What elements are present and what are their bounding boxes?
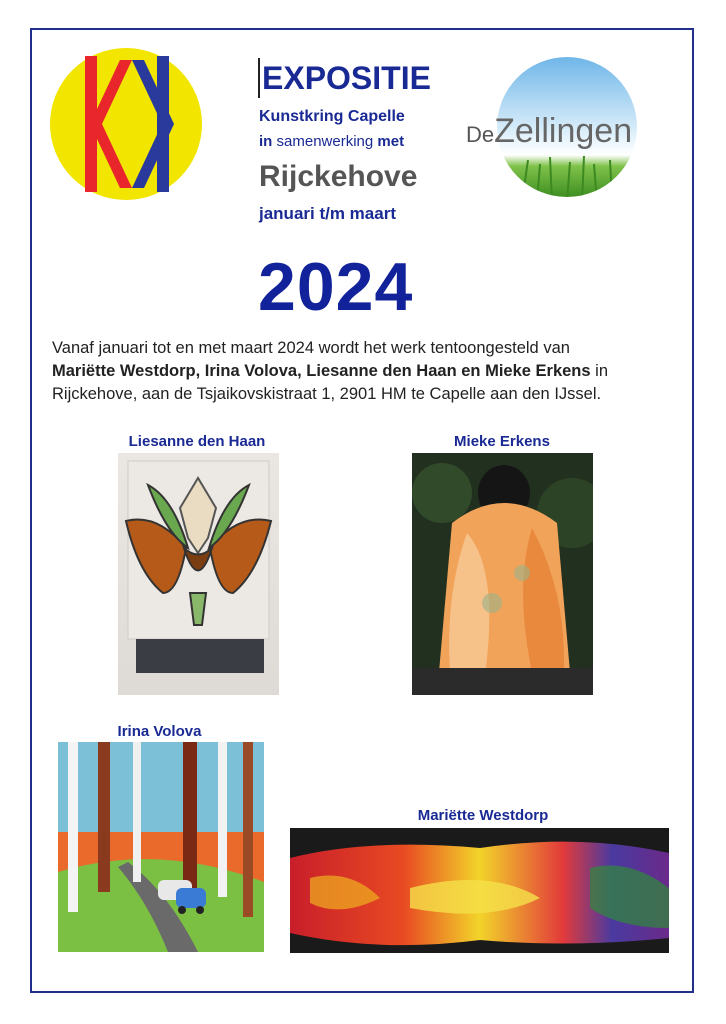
venue-name: Rijckehove — [259, 160, 418, 193]
zellingen-wordmark: DeZellingen — [466, 112, 633, 150]
artist-caption-liesanne: Liesanne den Haan — [128, 433, 266, 450]
kunstkring-logo — [50, 48, 202, 200]
exhibition-year: 2024 — [258, 249, 414, 325]
artist-caption-mariette: Mariëtte Westdorp — [417, 807, 549, 824]
artwork-forest-painting — [58, 742, 264, 952]
artwork-color-mosaic — [290, 828, 669, 953]
page-title: EXPOSITIE — [258, 58, 431, 98]
artwork-glass-tulip — [118, 453, 279, 695]
intro-paragraph: Vanaf januari tot en met maart 2024 wordt het werk tentoongesteld van Mariëtte Westdorp, Irina Volova, Liesanne den Haan en Mieke Erkens in Rijckehove, aan de Tsjaikovskistraat 1, 2901 HM te Capelle aan den IJssel. — [52, 339, 608, 403]
artwork-silk-scarf — [412, 453, 593, 695]
exhibition-period: januari t/m maart — [259, 204, 396, 223]
artist-caption-irina: Irina Volova — [117, 723, 202, 740]
artist-caption-mieke: Mieke Erkens — [454, 433, 550, 450]
organizer: Kunstkring Capelle — [259, 108, 405, 125]
collaboration-line: in samenwerking met — [259, 133, 405, 150]
